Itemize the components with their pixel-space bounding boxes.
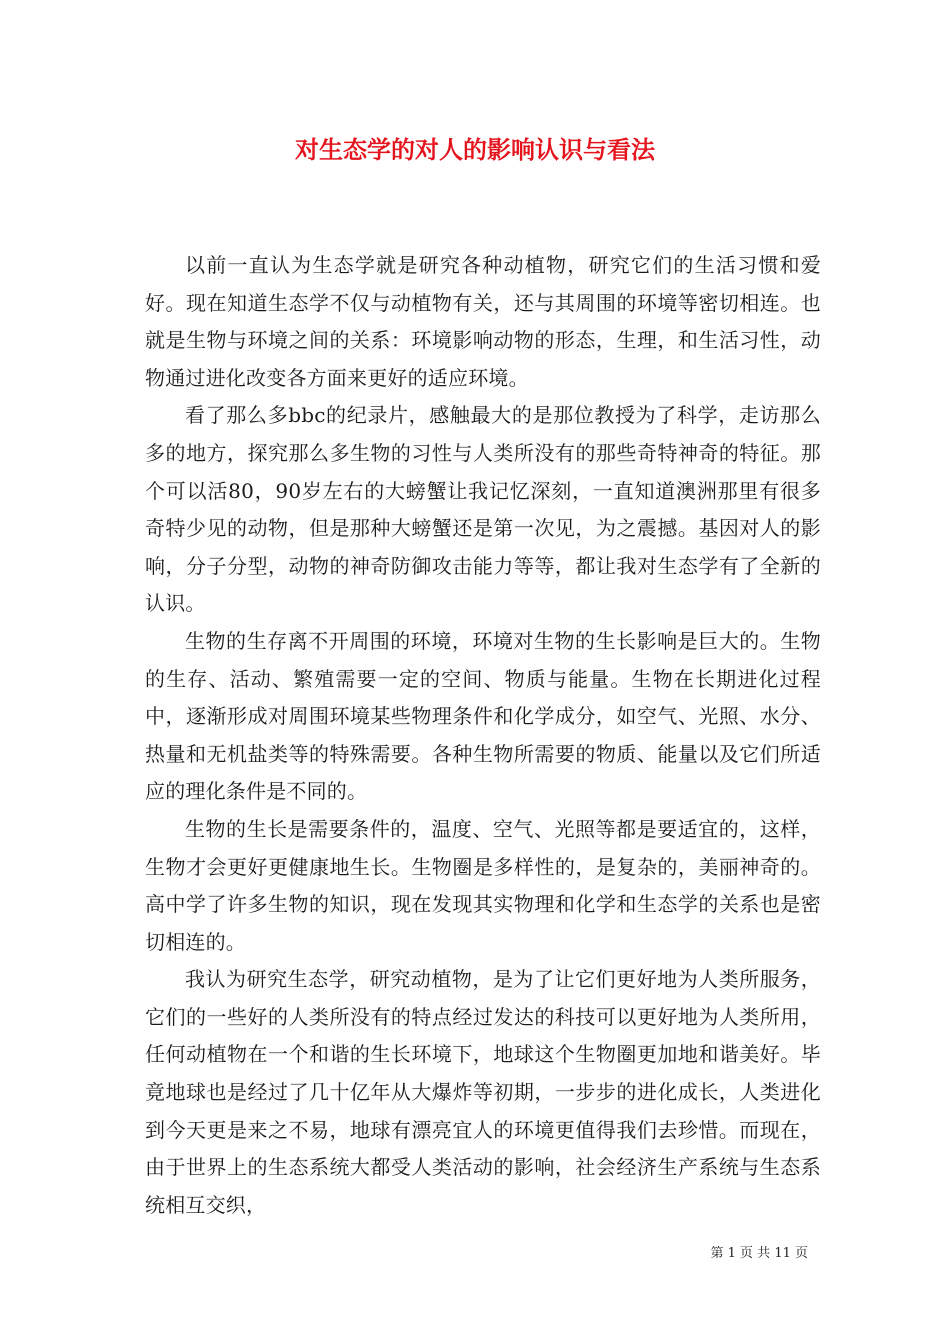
paragraph-1: 以前一直认为生态学就是研究各种动植物，研究它们的生活习惯和爱好。现在知道生态学不仅与动植物有关，还与其周围的环境等密切相连。也就是生物与环境之间的关系：环境影响动物的形态，生理，和生活习性，动物通过进化改变各方面来更好的适应环境。 [145,253,821,390]
paragraph-5: 我认为研究生态学，研究动植物，是为了让它们更好地为人类所服务，它们的一些好的人类所没有的特点经过发达的科技可以更好地为人类所用，任何动植物在一个和谐的生长环境下，地球这个生物圈更加地和谐美好。毕竟地球也是经过了几十亿年从大爆炸等初期，一步步的进化成长，人类进化到今天更是来之不易，地球有漂亮宜人的环境更值得我们去珍惜。而现在，由于世界上的生态系统大都受人类活动的影响，社会经济生产系统与生态系统相互交织， [145,967,821,1217]
paragraph-3: 生物的生存离不开周围的环境，环境对生物的生长影响是巨大的。生物的生存、活动、繁殖需要一定的空间、物质与能量。生物在长期进化过程中，逐渐形成对周围环境某些物理条件和化学成分，如空气、光照、水分、热量和无机盐类等的特殊需要。各种生物所需要的物质、能量以及它们所适应的理化条件是不同的。 [145,628,821,804]
document-body [145,247,821,1224]
document-title: 对生态学的对人的影响认识与看法 [295,135,655,164]
paragraph-4: 生物的生长是需要条件的，温度、空气、光照等都是要适宜的，这样，生物才会更好更健康地生长。生物圈是多样性的，是复杂的，美丽神奇的。高中学了许多生物的知识，现在发现其实物理和化学和生态学的关系也是密切相连的。 [145,816,821,954]
page-number-footer: 第 1 页 共 11 页 [710,1246,808,1261]
paragraph-2: 看了那么多bbc的纪录片，感触最大的是那位教授为了科学，走访那么多的地方，探究那么多生物的习性与人类所没有的那些奇特神奇的特征。那个可以活80，90岁左右的大螃蟹让我记忆深刻，一直知道澳洲那里有很多奇特少见的动物，但是那种大螃蟹还是第一次见，为之震撼。基因对人的影响，分子分型，动物的神奇防御攻击能力等等，都让我对生态学有了全新的认识。 [145,403,821,616]
